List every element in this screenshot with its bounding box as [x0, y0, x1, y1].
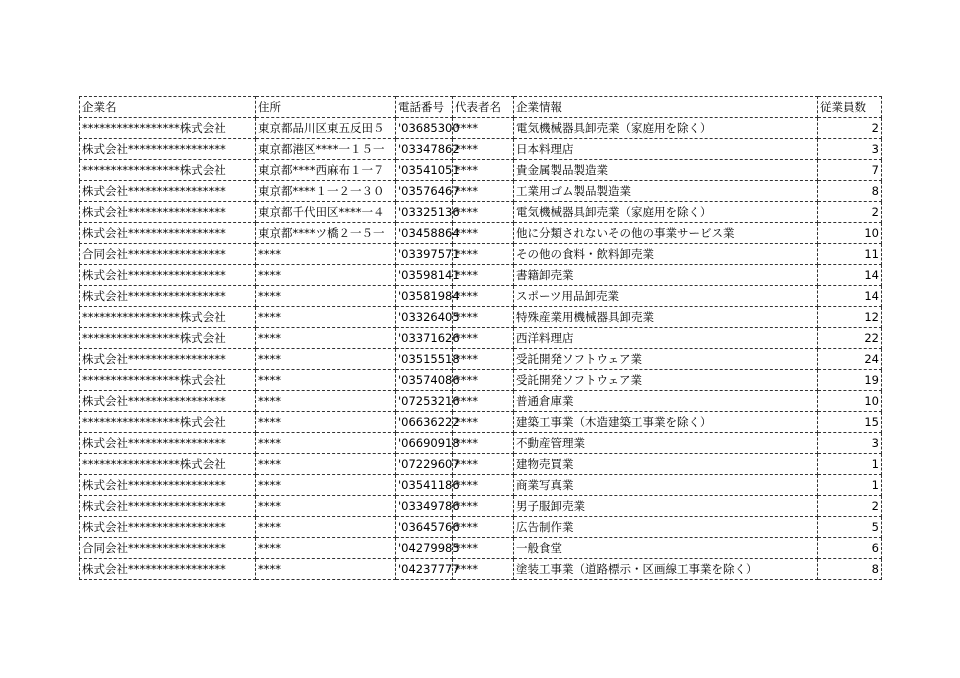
company-name-cell: 株式会社***************** [80, 181, 256, 202]
phone-cell: '03541051 [396, 160, 453, 181]
company-name-cell: *****************株式会社 [80, 328, 256, 349]
employee-count-cell: 15 [818, 412, 882, 433]
phone-cell: '03581984 [396, 286, 453, 307]
table-row [80, 118, 882, 139]
employee-count-cell: 10 [818, 223, 882, 244]
employee-count-cell: 10 [818, 391, 882, 412]
address-cell: **** [256, 517, 396, 538]
business-info-cell: 不動産管理業 [514, 433, 818, 454]
employee-count-cell: 2 [818, 118, 882, 139]
company-name-cell: 株式会社***************** [80, 517, 256, 538]
phone-cell: '04237777 [396, 559, 453, 580]
employee-count-cell: 6 [818, 538, 882, 559]
address-cell: **** [256, 538, 396, 559]
company-name-cell: 株式会社***************** [80, 265, 256, 286]
table-row [80, 412, 882, 433]
company-name-cell: 株式会社***************** [80, 433, 256, 454]
business-info-cell: 一般食堂 [514, 538, 818, 559]
employee-count-cell: 24 [818, 349, 882, 370]
employee-count-cell: 2 [818, 202, 882, 223]
address-cell: **** [256, 265, 396, 286]
employee-count-cell: 7 [818, 160, 882, 181]
company-name-cell: *****************株式会社 [80, 307, 256, 328]
employee-count-cell: 19 [818, 370, 882, 391]
phone-cell: '03349786 [396, 496, 453, 517]
representative-cell: **** [453, 349, 514, 370]
representative-cell: **** [453, 307, 514, 328]
representative-cell: **** [453, 391, 514, 412]
employee-count-cell: 11 [818, 244, 882, 265]
header-address: 住所 [256, 97, 396, 118]
business-info-cell: 貴金属製品製造業 [514, 160, 818, 181]
table-row [80, 454, 882, 475]
table-row [80, 349, 882, 370]
employee-count-cell: 12 [818, 307, 882, 328]
address-cell: **** [256, 559, 396, 580]
table-row [80, 370, 882, 391]
business-info-cell: 西洋料理店 [514, 328, 818, 349]
address-cell: 東京都千代田区****一４ [256, 202, 396, 223]
company-name-cell: *****************株式会社 [80, 370, 256, 391]
phone-cell: '07253216 [396, 391, 453, 412]
business-info-cell: 書籍卸売業 [514, 265, 818, 286]
employee-count-cell: 14 [818, 286, 882, 307]
representative-cell: **** [453, 517, 514, 538]
phone-cell: '03347862 [396, 139, 453, 160]
company-name-cell: 株式会社***************** [80, 496, 256, 517]
address-cell: 東京都****ツ橋２一５一 [256, 223, 396, 244]
table-row [80, 223, 882, 244]
representative-cell: **** [453, 286, 514, 307]
representative-cell: **** [453, 118, 514, 139]
table-row [80, 160, 882, 181]
employee-count-cell: 8 [818, 559, 882, 580]
phone-cell: '03598141 [396, 265, 453, 286]
business-info-cell: その他の食料・飲料卸売業 [514, 244, 818, 265]
table-row [80, 559, 882, 580]
table-row [80, 181, 882, 202]
address-cell: **** [256, 244, 396, 265]
company-name-cell: 株式会社***************** [80, 286, 256, 307]
phone-cell: '03515518 [396, 349, 453, 370]
business-info-cell: 工業用ゴム製品製造業 [514, 181, 818, 202]
employee-count-cell: 1 [818, 454, 882, 475]
representative-cell: **** [453, 202, 514, 223]
business-info-cell: 電気機械器具卸売業（家庭用を除く） [514, 118, 818, 139]
representative-cell: **** [453, 328, 514, 349]
header-business-info: 企業情報 [514, 97, 818, 118]
company-name-cell: *****************株式会社 [80, 118, 256, 139]
representative-cell: **** [453, 475, 514, 496]
phone-cell: '03326405 [396, 307, 453, 328]
address-cell: **** [256, 370, 396, 391]
phone-cell: '03574086 [396, 370, 453, 391]
phone-cell: '03576467 [396, 181, 453, 202]
address-cell: **** [256, 433, 396, 454]
business-info-cell: 他に分類されないその他の事業サービス業 [514, 223, 818, 244]
employee-count-cell: 3 [818, 433, 882, 454]
business-info-cell: 建物売買業 [514, 454, 818, 475]
company-name-cell: 株式会社***************** [80, 391, 256, 412]
business-info-cell: 商業写真業 [514, 475, 818, 496]
representative-cell: **** [453, 244, 514, 265]
address-cell: **** [256, 391, 396, 412]
company-name-cell: *****************株式会社 [80, 160, 256, 181]
business-info-cell: スポーツ用品卸売業 [514, 286, 818, 307]
business-info-cell: 日本料理店 [514, 139, 818, 160]
table-row [80, 328, 882, 349]
address-cell: **** [256, 307, 396, 328]
address-cell: **** [256, 328, 396, 349]
company-table [79, 96, 882, 580]
representative-cell: **** [453, 160, 514, 181]
representative-cell: **** [453, 538, 514, 559]
phone-cell: '06636222 [396, 412, 453, 433]
address-cell: **** [256, 412, 396, 433]
header-representative: 代表者名 [453, 97, 514, 118]
table-row [80, 391, 882, 412]
business-info-cell: 受託開発ソフトウェア業 [514, 370, 818, 391]
business-info-cell: 特殊産業用機械器具卸売業 [514, 307, 818, 328]
company-name-cell: 株式会社***************** [80, 475, 256, 496]
representative-cell: **** [453, 433, 514, 454]
company-name-cell: *****************株式会社 [80, 454, 256, 475]
phone-cell: '06690918 [396, 433, 453, 454]
table-row [80, 244, 882, 265]
employee-count-cell: 3 [818, 139, 882, 160]
address-cell: **** [256, 475, 396, 496]
employee-count-cell: 14 [818, 265, 882, 286]
representative-cell: **** [453, 454, 514, 475]
address-cell: **** [256, 286, 396, 307]
business-info-cell: 建築工事業（木造建築工事業を除く） [514, 412, 818, 433]
employee-count-cell: 22 [818, 328, 882, 349]
address-cell: **** [256, 454, 396, 475]
address-cell: 東京都港区****一１５一 [256, 139, 396, 160]
header-row [80, 97, 882, 118]
company-name-cell: *****************株式会社 [80, 412, 256, 433]
company-name-cell: 株式会社***************** [80, 139, 256, 160]
phone-cell: '03371626 [396, 328, 453, 349]
address-cell: **** [256, 496, 396, 517]
employee-count-cell: 2 [818, 496, 882, 517]
table-row [80, 265, 882, 286]
representative-cell: **** [453, 496, 514, 517]
company-name-cell: 合同会社***************** [80, 244, 256, 265]
address-cell: 東京都****１一２一３０ [256, 181, 396, 202]
representative-cell: **** [453, 181, 514, 202]
header-company-name: 企業名 [80, 97, 256, 118]
phone-cell: '07229607 [396, 454, 453, 475]
table-row [80, 475, 882, 496]
company-name-cell: 合同会社***************** [80, 538, 256, 559]
table-row [80, 307, 882, 328]
business-info-cell: 塗装工事業（道路標示・区画線工事業を除く） [514, 559, 818, 580]
table-row [80, 433, 882, 454]
phone-cell: '03541186 [396, 475, 453, 496]
phone-cell: '03458864 [396, 223, 453, 244]
representative-cell: **** [453, 559, 514, 580]
table-row [80, 496, 882, 517]
representative-cell: **** [453, 139, 514, 160]
company-name-cell: 株式会社***************** [80, 349, 256, 370]
table-row [80, 139, 882, 160]
employee-count-cell: 5 [818, 517, 882, 538]
header-employees: 従業員数 [818, 97, 882, 118]
company-name-cell: 株式会社***************** [80, 223, 256, 244]
representative-cell: **** [453, 370, 514, 391]
representative-cell: **** [453, 412, 514, 433]
employee-count-cell: 1 [818, 475, 882, 496]
table-row [80, 286, 882, 307]
address-cell: 東京都品川区東五反田５ [256, 118, 396, 139]
company-table-sheet [79, 96, 882, 580]
phone-cell: '03325136 [396, 202, 453, 223]
header-phone: 電話番号 [396, 97, 453, 118]
representative-cell: **** [453, 223, 514, 244]
table-row [80, 517, 882, 538]
phone-cell: '03685300 [396, 118, 453, 139]
phone-cell: '04279985 [396, 538, 453, 559]
phone-cell: '03645766 [396, 517, 453, 538]
address-cell: 東京都****西麻布１一７ [256, 160, 396, 181]
representative-cell: **** [453, 265, 514, 286]
table-row [80, 538, 882, 559]
business-info-cell: 電気機械器具卸売業（家庭用を除く） [514, 202, 818, 223]
company-name-cell: 株式会社***************** [80, 202, 256, 223]
business-info-cell: 男子服卸売業 [514, 496, 818, 517]
business-info-cell: 普通倉庫業 [514, 391, 818, 412]
phone-cell: '03397571 [396, 244, 453, 265]
table-row [80, 202, 882, 223]
address-cell: **** [256, 349, 396, 370]
employee-count-cell: 8 [818, 181, 882, 202]
company-name-cell: 株式会社***************** [80, 559, 256, 580]
business-info-cell: 広告制作業 [514, 517, 818, 538]
business-info-cell: 受託開発ソフトウェア業 [514, 349, 818, 370]
